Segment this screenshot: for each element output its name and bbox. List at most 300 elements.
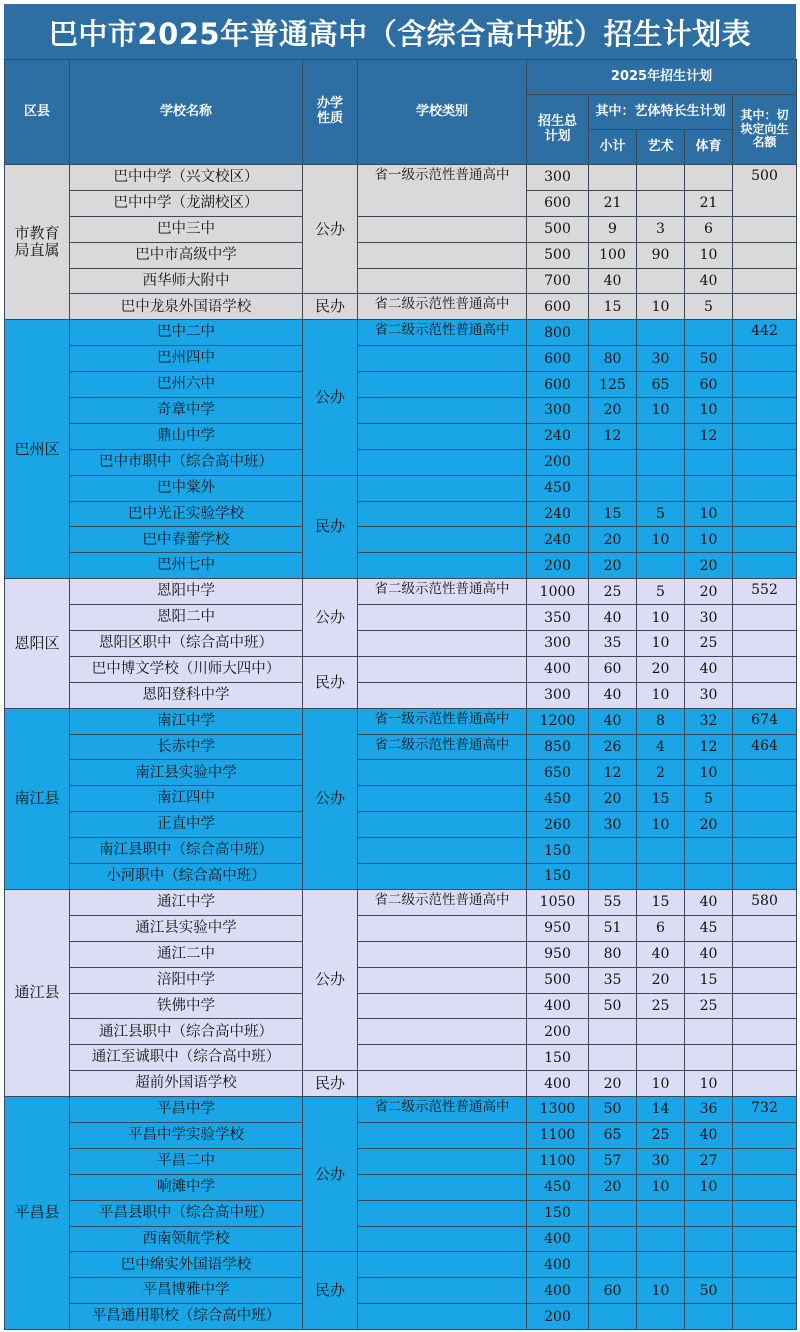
school-name-cell: 恩阳二中 (70, 605, 303, 631)
total-plan-cell: 150 (527, 1200, 589, 1226)
sport-cell: 21 (685, 190, 733, 216)
nature-cell: 公办 (303, 708, 358, 889)
category-cell (358, 475, 527, 501)
category-cell: 省二级示范性普通高中 (358, 889, 527, 915)
quota-cell (733, 1252, 797, 1278)
school-name-cell: 平昌二中 (70, 1148, 303, 1174)
table-row (5, 242, 797, 268)
art-cell (637, 320, 685, 346)
category-cell: 省二级示范性普通高中 (358, 734, 527, 760)
quota-cell: 732 (733, 1097, 797, 1123)
sport-cell (685, 1252, 733, 1278)
sport-cell (685, 1226, 733, 1252)
school-name-cell: 巴中中学（兴文校区） (70, 165, 303, 191)
total-plan-cell: 300 (527, 165, 589, 191)
art-cell (637, 1226, 685, 1252)
total-plan-cell: 200 (527, 449, 589, 475)
art-cell (637, 1045, 685, 1071)
school-name-cell: 通江县职中（综合高中班） (70, 1019, 303, 1045)
quota-cell (733, 1226, 797, 1252)
category-cell: 省二级示范性普通高中 (358, 320, 527, 346)
table-row (5, 1148, 797, 1174)
category-cell (358, 967, 527, 993)
school-name-cell: 南江县职中（综合高中班） (70, 838, 303, 864)
district-cell: 平昌县 (5, 1097, 70, 1330)
sport-cell: 40 (685, 1122, 733, 1148)
table-row (5, 786, 797, 812)
table-row (5, 527, 797, 553)
school-name-cell: 通江中学 (70, 889, 303, 915)
total-plan-cell: 200 (527, 1019, 589, 1045)
sport-cell: 27 (685, 1148, 733, 1174)
art-cell (637, 268, 685, 294)
total-plan-cell: 800 (527, 320, 589, 346)
subtotal-cell (589, 1252, 637, 1278)
quota-cell (733, 423, 797, 449)
category-cell: 省一级示范性普通高中 (358, 708, 527, 734)
subtotal-cell (589, 1019, 637, 1045)
category-cell (358, 1174, 527, 1200)
subtotal-cell: 20 (589, 398, 637, 424)
sport-cell: 10 (685, 1174, 733, 1200)
quota-cell (733, 1174, 797, 1200)
quota-cell: 552 (733, 579, 797, 605)
art-cell: 10 (637, 294, 685, 320)
art-cell: 15 (637, 786, 685, 812)
sport-cell: 20 (685, 579, 733, 605)
table-row (5, 346, 797, 372)
school-name-cell: 通江县实验中学 (70, 915, 303, 941)
nature-cell: 民办 (303, 475, 358, 579)
table-row (5, 294, 797, 320)
total-plan-cell: 1200 (527, 708, 589, 734)
total-plan-cell: 950 (527, 915, 589, 941)
school-name-cell: 南江四中 (70, 786, 303, 812)
subtotal-cell: 20 (589, 553, 637, 579)
quota-cell: 500 (733, 165, 797, 217)
subtotal-cell: 26 (589, 734, 637, 760)
category-cell (358, 993, 527, 1019)
nature-cell: 公办 (303, 889, 358, 1070)
sport-cell: 12 (685, 734, 733, 760)
art-cell (637, 838, 685, 864)
school-name-cell: 长赤中学 (70, 734, 303, 760)
subtotal-cell: 12 (589, 760, 637, 786)
district-cell: 南江县 (5, 708, 70, 889)
subtotal-cell: 12 (589, 423, 637, 449)
quota-cell (733, 941, 797, 967)
total-plan-cell: 400 (527, 1226, 589, 1252)
art-cell: 40 (637, 941, 685, 967)
sport-cell: 30 (685, 605, 733, 631)
table-row (5, 812, 797, 838)
total-plan-cell: 300 (527, 682, 589, 708)
sport-cell: 25 (685, 631, 733, 657)
school-name-cell: 巴中光正实验学校 (70, 501, 303, 527)
subtotal-cell: 30 (589, 812, 637, 838)
sport-cell: 20 (685, 812, 733, 838)
table-row (5, 1252, 797, 1278)
total-plan-cell: 850 (527, 734, 589, 760)
total-plan-cell: 1300 (527, 1097, 589, 1123)
category-cell (358, 1045, 527, 1071)
art-cell (637, 1200, 685, 1226)
table-row (5, 423, 797, 449)
subtotal-cell: 20 (589, 1071, 637, 1097)
subtotal-cell: 40 (589, 708, 637, 734)
quota-cell: 580 (733, 889, 797, 915)
art-cell (637, 864, 685, 890)
school-name-cell: 巴中市职中（综合高中班） (70, 449, 303, 475)
sport-cell: 40 (685, 268, 733, 294)
category-cell (358, 1122, 527, 1148)
subtotal-cell: 25 (589, 579, 637, 605)
quota-cell (733, 1148, 797, 1174)
table-row (5, 372, 797, 398)
art-cell: 90 (637, 242, 685, 268)
category-cell: 省一级示范性普通高中 (358, 165, 527, 217)
art-cell (637, 1019, 685, 1045)
sport-cell: 40 (685, 656, 733, 682)
quota-cell (733, 501, 797, 527)
table-row (5, 915, 797, 941)
total-plan-cell: 1100 (527, 1148, 589, 1174)
nature-cell: 民办 (303, 1252, 358, 1330)
subtotal-cell (589, 165, 637, 191)
total-plan-cell: 200 (527, 1304, 589, 1330)
art-cell: 25 (637, 1122, 685, 1148)
table-row (5, 967, 797, 993)
category-cell: 省二级示范性普通高中 (358, 1097, 527, 1123)
school-name-cell: 涪阳中学 (70, 967, 303, 993)
quota-cell (733, 449, 797, 475)
sport-cell: 5 (685, 786, 733, 812)
art-cell: 5 (637, 501, 685, 527)
header-total: 招生总计划 (527, 95, 589, 165)
subtotal-cell (589, 1045, 637, 1071)
category-cell (358, 268, 527, 294)
art-cell: 10 (637, 1174, 685, 1200)
category-cell (358, 398, 527, 424)
school-name-cell: 恩阳中学 (70, 579, 303, 605)
sport-cell: 10 (685, 527, 733, 553)
category-cell (358, 527, 527, 553)
art-cell (637, 423, 685, 449)
total-plan-cell: 240 (527, 527, 589, 553)
table-row (5, 1226, 797, 1252)
total-plan-cell: 150 (527, 864, 589, 890)
subtotal-cell: 50 (589, 1097, 637, 1123)
total-plan-cell: 450 (527, 475, 589, 501)
total-plan-cell: 950 (527, 941, 589, 967)
subtotal-cell (589, 475, 637, 501)
subtotal-cell: 80 (589, 346, 637, 372)
art-cell: 5 (637, 579, 685, 605)
sport-cell: 40 (685, 941, 733, 967)
art-cell: 10 (637, 1071, 685, 1097)
category-cell (358, 501, 527, 527)
art-cell: 20 (637, 967, 685, 993)
sport-cell: 10 (685, 1071, 733, 1097)
subtotal-cell: 20 (589, 1174, 637, 1200)
total-plan-cell: 600 (527, 294, 589, 320)
table-row (5, 605, 797, 631)
school-name-cell: 平昌博雅中学 (70, 1278, 303, 1304)
total-plan-cell: 600 (527, 346, 589, 372)
district-cell: 通江县 (5, 889, 70, 1096)
sport-cell: 40 (685, 889, 733, 915)
header-art: 艺术 (637, 130, 685, 165)
subtotal-cell: 35 (589, 967, 637, 993)
subtotal-cell (589, 838, 637, 864)
sport-cell: 20 (685, 553, 733, 579)
table-row (5, 449, 797, 475)
school-name-cell: 巴中中学（龙湖校区） (70, 190, 303, 216)
total-plan-cell: 400 (527, 1252, 589, 1278)
category-cell (358, 941, 527, 967)
subtotal-cell: 65 (589, 1122, 637, 1148)
total-plan-cell: 650 (527, 760, 589, 786)
subtotal-cell: 55 (589, 889, 637, 915)
header-nature: 办学性质 (303, 60, 358, 165)
sport-cell: 10 (685, 760, 733, 786)
sport-cell: 15 (685, 967, 733, 993)
nature-cell: 公办 (303, 165, 358, 294)
sport-cell: 25 (685, 993, 733, 1019)
school-name-cell: 超前外国语学校 (70, 1071, 303, 1097)
total-plan-cell: 260 (527, 812, 589, 838)
table-row (5, 864, 797, 890)
subtotal-cell: 60 (589, 656, 637, 682)
table-row (5, 760, 797, 786)
sport-cell: 12 (685, 423, 733, 449)
quota-cell (733, 1200, 797, 1226)
school-name-cell: 平昌通用职校（综合高中班） (70, 1304, 303, 1330)
header-district: 区县 (5, 60, 70, 165)
sport-cell (685, 1200, 733, 1226)
sport-cell: 6 (685, 216, 733, 242)
school-name-cell: 铁佛中学 (70, 993, 303, 1019)
subtotal-cell: 57 (589, 1148, 637, 1174)
category-cell (358, 631, 527, 657)
quota-cell (733, 527, 797, 553)
art-cell: 10 (637, 398, 685, 424)
art-cell: 30 (637, 1148, 685, 1174)
school-name-cell: 巴中博文学校（川师大四中） (70, 656, 303, 682)
quota-cell (733, 216, 797, 242)
category-cell (358, 682, 527, 708)
sport-cell: 10 (685, 398, 733, 424)
table-row (5, 631, 797, 657)
school-name-cell: 恩阳登科中学 (70, 682, 303, 708)
table-row (5, 1019, 797, 1045)
district-cell: 巴州区 (5, 320, 70, 579)
sport-cell: 5 (685, 294, 733, 320)
category-cell (358, 1304, 527, 1330)
category-cell (358, 1278, 527, 1304)
school-name-cell: 小河职中（综合高中班） (70, 864, 303, 890)
subtotal-cell: 40 (589, 682, 637, 708)
header-school: 学校名称 (70, 60, 303, 165)
quota-cell (733, 553, 797, 579)
category-cell (358, 1200, 527, 1226)
subtotal-cell (589, 1304, 637, 1330)
art-cell: 3 (637, 216, 685, 242)
table-row (5, 1045, 797, 1071)
subtotal-cell (589, 320, 637, 346)
total-plan-cell: 400 (527, 656, 589, 682)
school-name-cell: 南江县实验中学 (70, 760, 303, 786)
category-cell (358, 760, 527, 786)
subtotal-cell (589, 1226, 637, 1252)
school-name-cell: 正直中学 (70, 812, 303, 838)
art-cell (637, 1252, 685, 1278)
total-plan-cell: 500 (527, 242, 589, 268)
school-name-cell: 西南领航学校 (70, 1226, 303, 1252)
art-cell: 20 (637, 656, 685, 682)
sport-cell: 30 (685, 682, 733, 708)
school-name-cell: 巴中棠外 (70, 475, 303, 501)
sport-cell: 10 (685, 501, 733, 527)
art-cell (637, 1304, 685, 1330)
subtotal-cell: 80 (589, 941, 637, 967)
sport-cell (685, 838, 733, 864)
nature-cell: 公办 (303, 579, 358, 657)
category-cell (358, 864, 527, 890)
nature-cell: 公办 (303, 320, 358, 475)
subtotal-cell: 100 (589, 242, 637, 268)
subtotal-cell: 21 (589, 190, 637, 216)
art-cell: 30 (637, 346, 685, 372)
table-row (5, 475, 797, 501)
art-cell: 8 (637, 708, 685, 734)
header-plan-group: 2025年招生计划 (527, 60, 797, 95)
art-cell: 10 (637, 1278, 685, 1304)
category-cell: 省二级示范性普通高中 (358, 294, 527, 320)
category-cell (358, 1071, 527, 1097)
art-cell: 10 (637, 631, 685, 657)
category-cell (358, 372, 527, 398)
quota-cell (733, 915, 797, 941)
quota-cell (733, 993, 797, 1019)
category-cell (358, 1226, 527, 1252)
table-row (5, 398, 797, 424)
art-cell: 6 (637, 915, 685, 941)
quota-cell (733, 1019, 797, 1045)
category-cell (358, 915, 527, 941)
table-row (5, 838, 797, 864)
sport-cell (685, 864, 733, 890)
quota-cell (733, 1071, 797, 1097)
school-name-cell: 巴中三中 (70, 216, 303, 242)
category-cell (358, 786, 527, 812)
table-row (5, 1200, 797, 1226)
quota-cell (733, 656, 797, 682)
sport-cell (685, 449, 733, 475)
quota-cell (733, 294, 797, 320)
total-plan-cell: 500 (527, 967, 589, 993)
district-cell: 恩阳区 (5, 579, 70, 708)
quota-cell (733, 967, 797, 993)
header-arts-sports: 其中：艺体特长生计划 (589, 95, 733, 130)
total-plan-cell: 300 (527, 398, 589, 424)
sport-cell (685, 165, 733, 191)
total-plan-cell: 450 (527, 1174, 589, 1200)
quota-cell (733, 1122, 797, 1148)
subtotal-cell: 20 (589, 786, 637, 812)
sport-cell: 45 (685, 915, 733, 941)
category-cell (358, 1019, 527, 1045)
total-plan-cell: 1000 (527, 579, 589, 605)
table-row (5, 941, 797, 967)
table-row (5, 268, 797, 294)
school-name-cell: 平昌中学 (70, 1097, 303, 1123)
total-plan-cell: 150 (527, 1045, 589, 1071)
table-row (5, 682, 797, 708)
school-name-cell: 巴州六中 (70, 372, 303, 398)
school-name-cell: 通江二中 (70, 941, 303, 967)
category-cell (358, 553, 527, 579)
quota-cell (733, 812, 797, 838)
subtotal-cell: 40 (589, 605, 637, 631)
table-row (5, 579, 797, 605)
sport-cell (685, 320, 733, 346)
school-name-cell: 巴中绵实外国语学校 (70, 1252, 303, 1278)
nature-cell: 民办 (303, 656, 358, 708)
total-plan-cell: 240 (527, 423, 589, 449)
total-plan-cell: 700 (527, 268, 589, 294)
page-title: 巴中市2025年普通高中（含综合高中班）招生计划表 (4, 4, 796, 60)
category-cell (358, 242, 527, 268)
art-cell: 2 (637, 760, 685, 786)
category-cell (358, 449, 527, 475)
table-row (5, 656, 797, 682)
enrollment-table (4, 59, 797, 1330)
subtotal-cell: 40 (589, 268, 637, 294)
school-name-cell: 巴中龙泉外国语学校 (70, 294, 303, 320)
sport-cell: 50 (685, 346, 733, 372)
table-row (5, 1122, 797, 1148)
total-plan-cell: 600 (527, 372, 589, 398)
sport-cell (685, 1304, 733, 1330)
school-name-cell: 巴州七中 (70, 553, 303, 579)
category-cell (358, 1148, 527, 1174)
subtotal-cell: 35 (589, 631, 637, 657)
sport-cell (685, 1019, 733, 1045)
header-quota: 其中：切块定向生名额 (733, 95, 797, 165)
school-name-cell: 巴中二中 (70, 320, 303, 346)
table-row (5, 216, 797, 242)
total-plan-cell: 400 (527, 1071, 589, 1097)
quota-cell: 442 (733, 320, 797, 346)
category-cell: 省二级示范性普通高中 (358, 579, 527, 605)
total-plan-cell: 500 (527, 216, 589, 242)
quota-cell (733, 242, 797, 268)
total-plan-cell: 600 (527, 190, 589, 216)
school-name-cell: 巴中市高级中学 (70, 242, 303, 268)
school-name-cell: 平昌中学实验学校 (70, 1122, 303, 1148)
nature-cell: 民办 (303, 294, 358, 320)
district-cell: 市教育局直属 (5, 165, 70, 320)
header-category: 学校类别 (358, 60, 527, 165)
subtotal-cell: 20 (589, 527, 637, 553)
quota-cell (733, 864, 797, 890)
category-cell (358, 216, 527, 242)
total-plan-cell: 1050 (527, 889, 589, 915)
table-row (5, 1071, 797, 1097)
table-row (5, 1174, 797, 1200)
quota-cell (733, 1045, 797, 1071)
